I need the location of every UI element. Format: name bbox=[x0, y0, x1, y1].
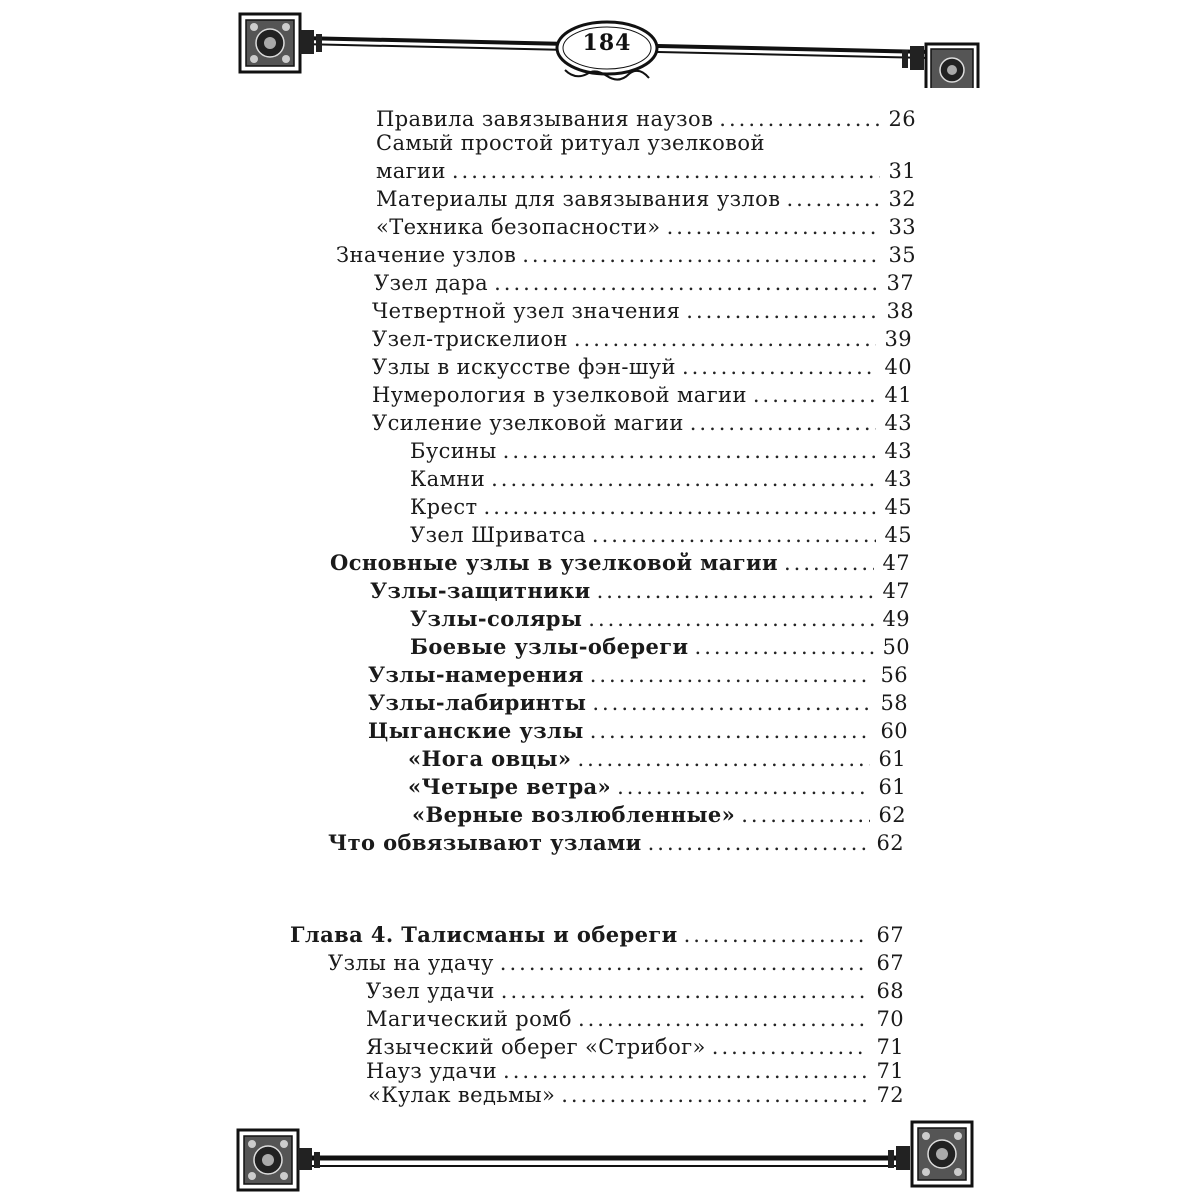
toc-entry-page: 62 bbox=[878, 803, 906, 827]
toc-leader-dots bbox=[648, 830, 868, 856]
toc-entry bbox=[372, 298, 914, 324]
toc-entry-title: Узлы-лабиринты bbox=[368, 690, 587, 715]
toc-entry-page: 60 bbox=[880, 719, 908, 743]
toc-leader-dots bbox=[667, 214, 880, 240]
toc-entry-title: Узлы в искусстве фэн-шуй bbox=[372, 355, 676, 379]
toc-entry bbox=[372, 354, 912, 380]
toc-entry bbox=[368, 690, 908, 716]
toc-entry-title: Узел удачи bbox=[366, 979, 495, 1003]
toc-entry-title: Крест bbox=[410, 495, 478, 519]
toc-entry bbox=[370, 578, 910, 604]
toc-entry-page: 50 bbox=[882, 635, 910, 659]
toc-entry-title: Основные узлы в узелковой магии bbox=[330, 550, 778, 575]
toc-entry-page: 71 bbox=[876, 1059, 904, 1083]
toc-entry-title: Что обвязывают узлами bbox=[328, 830, 642, 855]
toc-leader-dots bbox=[592, 690, 872, 716]
toc-leader-dots bbox=[452, 158, 880, 184]
toc-entry-page: 26 bbox=[888, 107, 916, 131]
toc-entry-page: 32 bbox=[888, 187, 916, 211]
toc-entry bbox=[410, 466, 912, 492]
toc-entry bbox=[366, 1034, 904, 1060]
toc-leader-dots bbox=[684, 922, 868, 948]
toc-entry bbox=[372, 410, 912, 436]
toc-entry-title: Усиление узелковой магии bbox=[372, 411, 684, 435]
toc-leader-dots bbox=[494, 270, 878, 296]
toc-entry-title: Узлы-защитники bbox=[370, 578, 591, 603]
footer-ornament bbox=[0, 1118, 1200, 1194]
toc-entry bbox=[368, 1082, 904, 1108]
toc-entry-page: 43 bbox=[884, 439, 912, 463]
toc-entry-title: Узел дара bbox=[374, 271, 489, 295]
page-number: 184 bbox=[582, 30, 632, 56]
toc-entry-page: 45 bbox=[884, 495, 912, 519]
toc-entry-page: 67 bbox=[876, 923, 904, 947]
toc-leader-dots bbox=[501, 978, 868, 1004]
toc-leader-dots bbox=[578, 1006, 868, 1032]
toc-entry bbox=[374, 270, 914, 296]
toc-entry-page: 70 bbox=[876, 1007, 904, 1031]
toc-leader-dots bbox=[753, 382, 876, 408]
toc-entry-page: 39 bbox=[884, 327, 912, 351]
toc-entry bbox=[410, 522, 912, 548]
toc-leader-dots bbox=[588, 606, 874, 632]
toc-entry-title: «Кулак ведьмы» bbox=[368, 1083, 556, 1107]
toc-entry-title: Языческий оберег «Стрибог» bbox=[366, 1035, 706, 1059]
toc-leader-dots bbox=[577, 746, 870, 772]
toc-entry-page: 61 bbox=[878, 775, 906, 799]
toc-entry bbox=[410, 438, 912, 464]
toc-entry bbox=[410, 634, 910, 660]
toc-leader-dots bbox=[682, 354, 876, 380]
toc-leader-dots bbox=[590, 718, 872, 744]
toc-entry bbox=[328, 830, 904, 856]
toc-leader-dots bbox=[503, 438, 876, 464]
toc-entry-title: Нумерология в узелковой магии bbox=[372, 383, 747, 407]
toc-entry-title: Узлы-намерения bbox=[368, 662, 584, 687]
toc-entry-page: 47 bbox=[882, 551, 910, 575]
toc-entry-page: 58 bbox=[880, 691, 908, 715]
toc-entry bbox=[330, 550, 910, 576]
toc-entry-page: 67 bbox=[876, 951, 904, 975]
toc-entry-page: 72 bbox=[876, 1083, 904, 1107]
toc-entry bbox=[410, 606, 910, 632]
toc-leader-dots bbox=[597, 578, 874, 604]
toc-entry bbox=[376, 214, 916, 240]
toc-entry-title: Цыганские узлы bbox=[368, 718, 584, 743]
toc-entry-title: «Верные возлюбленные» bbox=[412, 802, 736, 827]
toc-entry bbox=[336, 242, 916, 268]
toc-entry-title: Самый простой ритуал узелковой bbox=[376, 131, 765, 155]
toc-entry-page: 40 bbox=[884, 355, 912, 379]
toc-entry-title: Материалы для завязывания узлов bbox=[376, 187, 781, 211]
toc-entry-page: 35 bbox=[888, 243, 916, 267]
toc-leader-dots bbox=[617, 774, 870, 800]
toc-entry-page: 43 bbox=[884, 467, 912, 491]
toc-leader-dots bbox=[491, 466, 876, 492]
toc-leader-dots bbox=[690, 410, 876, 436]
toc-entry-title: «Техника безопасности» bbox=[376, 215, 661, 239]
toc-entry-page: 56 bbox=[880, 663, 908, 687]
toc-entry-title: Узел-трискелион bbox=[372, 327, 568, 351]
toc-entry-page: 68 bbox=[876, 979, 904, 1003]
toc-leader-dots bbox=[503, 1058, 868, 1084]
toc-entry-page: 47 bbox=[882, 579, 910, 603]
toc-leader-dots bbox=[500, 950, 868, 976]
toc-entry bbox=[408, 746, 906, 772]
toc-entry-title: Боевые узлы-обереги bbox=[410, 634, 689, 659]
toc-entry-page: 41 bbox=[884, 383, 912, 407]
toc-entry-page: 49 bbox=[882, 607, 910, 631]
toc-entry-title: Магический ромб bbox=[366, 1007, 572, 1031]
toc-entry bbox=[366, 978, 904, 1004]
toc-entry bbox=[368, 662, 908, 688]
toc-entry-title: Бусины bbox=[410, 439, 497, 463]
toc-leader-dots bbox=[712, 1034, 868, 1060]
toc-leader-dots bbox=[741, 802, 870, 828]
toc-entry-page: 37 bbox=[886, 271, 914, 295]
toc-entry-page: 45 bbox=[884, 523, 912, 547]
toc-entry bbox=[372, 326, 912, 352]
toc-entry-page: 62 bbox=[876, 831, 904, 855]
toc-leader-dots bbox=[719, 106, 880, 132]
toc-entry-title: «Нога овцы» bbox=[408, 746, 572, 771]
toc-entry-page: 43 bbox=[884, 411, 912, 435]
toc-entry-title: Значение узлов bbox=[336, 243, 517, 267]
toc-entry-title: Узел Шриватса bbox=[410, 523, 586, 547]
toc-entry-chapter bbox=[290, 922, 904, 948]
toc-entry-title: Камни bbox=[410, 467, 486, 491]
toc-leader-dots bbox=[574, 326, 876, 352]
toc-entry bbox=[368, 718, 908, 744]
toc-entry-page: 71 bbox=[876, 1035, 904, 1059]
toc-leader-dots bbox=[786, 186, 880, 212]
toc-entry-page: 31 bbox=[888, 159, 916, 183]
toc-entry bbox=[408, 774, 906, 800]
toc-leader-dots bbox=[561, 1082, 868, 1108]
toc-entry-title: Науз удачи bbox=[366, 1059, 498, 1083]
toc-entry-title: магии bbox=[376, 159, 446, 183]
toc-leader-dots bbox=[695, 634, 874, 660]
toc-entry-page: 61 bbox=[878, 747, 906, 771]
toc-entry bbox=[410, 494, 912, 520]
toc-entry-page: 38 bbox=[886, 299, 914, 323]
toc-entry bbox=[376, 158, 916, 184]
toc-entry bbox=[328, 950, 904, 976]
toc-entry bbox=[376, 130, 916, 156]
toc-leader-dots bbox=[522, 242, 880, 268]
toc-entry-title: Глава 4. Талисманы и обереги bbox=[290, 922, 678, 947]
toc-entry-title: Узлы-соляры bbox=[410, 606, 583, 631]
toc-leader-dots bbox=[592, 522, 876, 548]
toc-entry-page: 33 bbox=[888, 215, 916, 239]
toc-entry bbox=[366, 1058, 904, 1084]
toc-leader-dots bbox=[590, 662, 872, 688]
toc-entry bbox=[372, 382, 912, 408]
toc-entry-title: Четвертной узел значения bbox=[372, 299, 681, 323]
toc-entry bbox=[376, 186, 916, 212]
toc-leader-dots bbox=[484, 494, 876, 520]
ornament-rod-icon bbox=[0, 1118, 1200, 1194]
toc-leader-dots bbox=[686, 298, 878, 324]
toc-entry bbox=[376, 106, 916, 132]
toc-entry-title: Правила завязывания наузов bbox=[376, 107, 714, 131]
toc-entry-title: «Четыре ветра» bbox=[408, 774, 612, 799]
toc-entry bbox=[412, 802, 906, 828]
toc-leader-dots bbox=[784, 550, 874, 576]
toc-entry-title: Узлы на удачу bbox=[328, 951, 494, 975]
toc-entry bbox=[366, 1006, 904, 1032]
